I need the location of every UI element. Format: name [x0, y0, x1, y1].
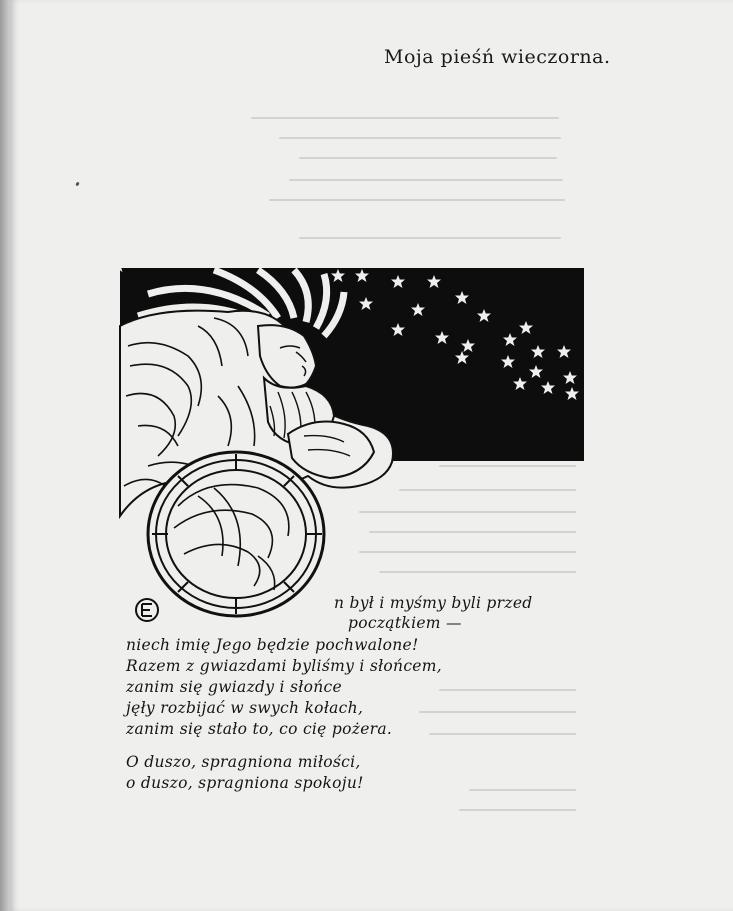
poem-line: o duszo, spragniona spokoju!: [126, 774, 364, 792]
poem-line: n był i myśmy byli przed: [334, 594, 533, 612]
poem-line: zanim się stało to, co cię pożera.: [126, 720, 393, 738]
page-running-title: Moja pieśń wieczorna.: [384, 46, 611, 68]
poem-line: niech imię Jego będzie pochwalone!: [126, 636, 419, 654]
poem-line: jęły rozbijać w swych kołach,: [126, 699, 364, 717]
poem-line: O duszo, spragniona miłości,: [126, 753, 361, 771]
wheel: [148, 452, 324, 616]
poem-line: początkiem —: [348, 614, 462, 632]
monogram-icon: [134, 597, 160, 623]
poem-line: Razem z gwiazdami byliśmy i słońcem,: [126, 657, 443, 675]
ink-speck: [75, 182, 80, 187]
illustration-bearded-sage: [118, 266, 586, 618]
book-spine-shadow: [0, 0, 10, 911]
poem-line: zanim się gwiazdy i słońce: [126, 678, 342, 696]
